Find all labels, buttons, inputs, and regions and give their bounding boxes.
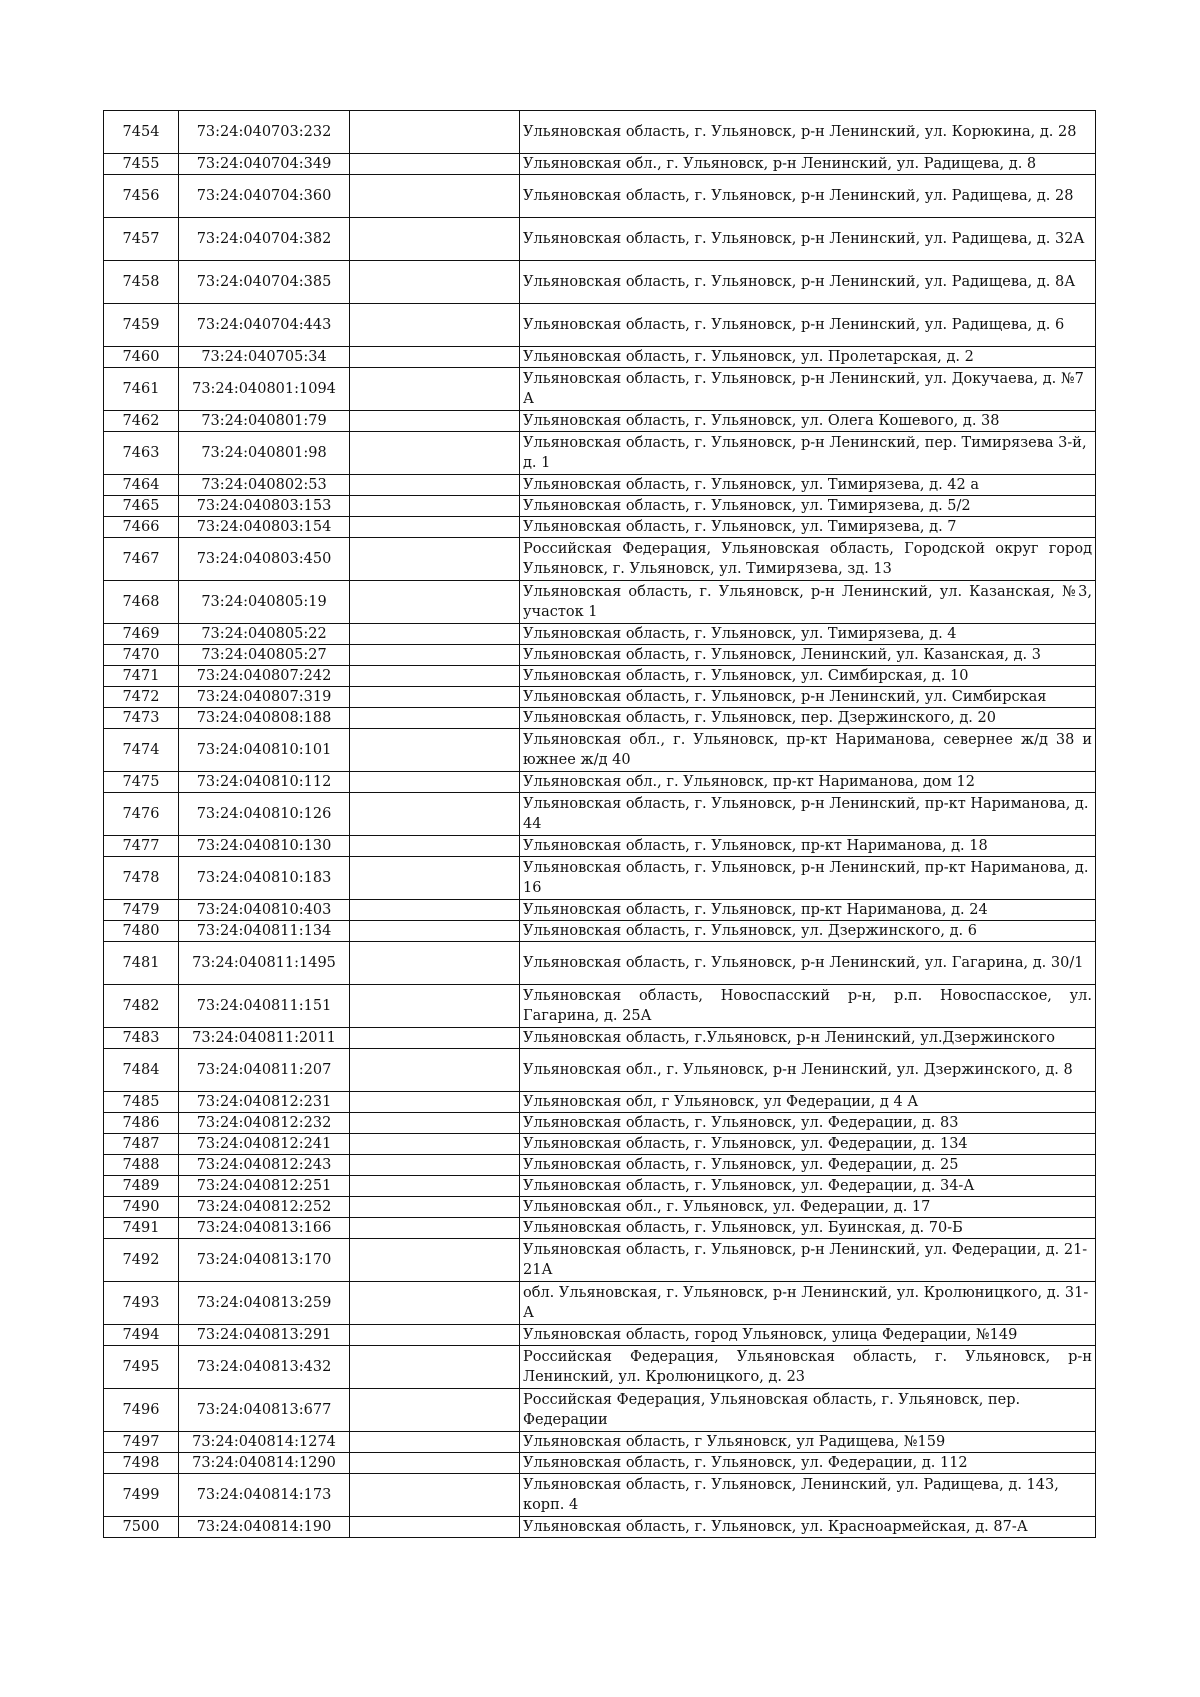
row-number-cell: 7460 [104, 347, 179, 368]
registry-table-body [104, 111, 1096, 1538]
empty-cell [350, 942, 520, 985]
empty-cell [350, 1197, 520, 1218]
empty-cell [350, 708, 520, 729]
empty-cell [350, 304, 520, 347]
address-cell: Ульяновская обл., г. Ульяновск, р-н Ленинский, ул. Дзержинского, д. 8 [520, 1049, 1096, 1092]
table-row [104, 538, 1096, 581]
address-cell: Ульяновская область, г.Ульяновск, р-н Ленинский, ул.Дзержинского [520, 1028, 1096, 1049]
cadastral-number-cell: 73:24:040814:173 [179, 1474, 350, 1517]
cadastral-number-cell: 73:24:040813:259 [179, 1282, 350, 1325]
empty-cell [350, 411, 520, 432]
address-cell: Ульяновская область, г. Ульяновск, р-н Ленинский, ул. Радищева, д. 8А [520, 261, 1096, 304]
empty-cell [350, 517, 520, 538]
row-number-cell: 7478 [104, 857, 179, 900]
table-row [104, 1282, 1096, 1325]
empty-cell [350, 1432, 520, 1453]
table-row [104, 1197, 1096, 1218]
empty-cell [350, 154, 520, 175]
row-number-cell: 7458 [104, 261, 179, 304]
address-cell: обл. Ульяновская, г. Ульяновск, р-н Ленинский, ул. Кролюницкого, д. 31-А [520, 1282, 1096, 1325]
cadastral-number-cell: 73:24:040811:134 [179, 921, 350, 942]
empty-cell [350, 261, 520, 304]
address-cell: Ульяновская область, г. Ульяновск, пер. Дзержинского, д. 20 [520, 708, 1096, 729]
row-number-cell: 7489 [104, 1176, 179, 1197]
empty-cell [350, 1218, 520, 1239]
table-row [104, 1092, 1096, 1113]
table-row [104, 666, 1096, 687]
empty-cell [350, 368, 520, 411]
table-row [104, 985, 1096, 1028]
cadastral-number-cell: 73:24:040704:443 [179, 304, 350, 347]
address-cell: Ульяновская область, г. Ульяновск, р-н Ленинский, ул. Радищева, д. 32А [520, 218, 1096, 261]
row-number-cell: 7487 [104, 1134, 179, 1155]
empty-cell [350, 900, 520, 921]
table-row [104, 1134, 1096, 1155]
address-cell: Ульяновская область, г. Ульяновск, ул. Красноармейская, д. 87-А [520, 1517, 1096, 1538]
table-row [104, 1028, 1096, 1049]
empty-cell [350, 1049, 520, 1092]
address-cell: Ульяновская область, г. Ульяновск, р-н Ленинский, пр-кт Нариманова, д. 16 [520, 857, 1096, 900]
table-row [104, 1432, 1096, 1453]
table-row [104, 921, 1096, 942]
row-number-cell: 7468 [104, 581, 179, 624]
table-row [104, 1389, 1096, 1432]
table-row [104, 111, 1096, 154]
row-number-cell: 7467 [104, 538, 179, 581]
cadastral-number-cell: 73:24:040812:251 [179, 1176, 350, 1197]
cadastral-number-cell: 73:24:040803:450 [179, 538, 350, 581]
cadastral-number-cell: 73:24:040814:1274 [179, 1432, 350, 1453]
cadastral-number-cell: 73:24:040811:1495 [179, 942, 350, 985]
address-cell: Ульяновская область, г. Ульяновск, Ленинский, ул. Радищева, д. 143, корп. 4 [520, 1474, 1096, 1517]
row-number-cell: 7484 [104, 1049, 179, 1092]
table-row [104, 1517, 1096, 1538]
row-number-cell: 7498 [104, 1453, 179, 1474]
address-cell: Ульяновская обл., г. Ульяновск, р-н Ленинский, ул. Радищева, д. 8 [520, 154, 1096, 175]
address-cell: Ульяновская область, г. Ульяновск, ул. Федерации, д. 83 [520, 1113, 1096, 1134]
address-cell: Российская Федерация, Ульяновская область, г. Ульяновск, пер. Федерации [520, 1389, 1096, 1432]
table-row [104, 793, 1096, 836]
table-row [104, 154, 1096, 175]
table-row [104, 1239, 1096, 1282]
address-cell: Российская Федерация, Ульяновская область, г. Ульяновск, р-н Ленинский, ул. Кролюницкого, д. 23 [520, 1346, 1096, 1389]
table-row [104, 836, 1096, 857]
address-cell: Ульяновская область, г. Ульяновск, ул. Олега Кошевого, д. 38 [520, 411, 1096, 432]
cadastral-number-cell: 73:24:040813:291 [179, 1325, 350, 1346]
row-number-cell: 7491 [104, 1218, 179, 1239]
cadastral-number-cell: 73:24:040814:1290 [179, 1453, 350, 1474]
empty-cell [350, 666, 520, 687]
cadastral-number-cell: 73:24:040704:360 [179, 175, 350, 218]
address-cell: Ульяновская область, г. Ульяновск, пр-кт Нариманова, д. 18 [520, 836, 1096, 857]
cadastral-number-cell: 73:24:040703:232 [179, 111, 350, 154]
table-row [104, 857, 1096, 900]
table-row [104, 218, 1096, 261]
table-row [104, 304, 1096, 347]
cadastral-number-cell: 73:24:040812:252 [179, 1197, 350, 1218]
row-number-cell: 7465 [104, 496, 179, 517]
cadastral-number-cell: 73:24:040812:232 [179, 1113, 350, 1134]
empty-cell [350, 1239, 520, 1282]
table-row [104, 1113, 1096, 1134]
empty-cell [350, 687, 520, 708]
empty-cell [350, 1325, 520, 1346]
table-row [104, 900, 1096, 921]
cadastral-number-cell: 73:24:040810:101 [179, 729, 350, 772]
empty-cell [350, 1155, 520, 1176]
address-cell: Ульяновская обл., г. Ульяновск, пр-кт Нариманова, дом 12 [520, 772, 1096, 793]
address-cell: Ульяновская обл., г. Ульяновск, ул. Федерации, д. 17 [520, 1197, 1096, 1218]
empty-cell [350, 729, 520, 772]
address-cell: Ульяновская область, г. Ульяновск, р-н Ленинский, ул. Радищева, д. 6 [520, 304, 1096, 347]
empty-cell [350, 793, 520, 836]
row-number-cell: 7490 [104, 1197, 179, 1218]
address-cell: Российская Федерация, Ульяновская область, Городской округ город Ульяновск, г. Ульяновск, ул. Тимирязева, зд. 13 [520, 538, 1096, 581]
row-number-cell: 7479 [104, 900, 179, 921]
cadastral-number-cell: 73:24:040810:403 [179, 900, 350, 921]
cadastral-number-cell: 73:24:040801:1094 [179, 368, 350, 411]
cadastral-number-cell: 73:24:040814:190 [179, 1517, 350, 1538]
empty-cell [350, 645, 520, 666]
empty-cell [350, 581, 520, 624]
cadastral-number-cell: 73:24:040812:241 [179, 1134, 350, 1155]
empty-cell [350, 111, 520, 154]
address-cell: Ульяновская область, г. Ульяновск, р-н Ленинский, ул. Симбирская [520, 687, 1096, 708]
table-row [104, 347, 1096, 368]
cadastral-number-cell: 73:24:040807:319 [179, 687, 350, 708]
address-cell: Ульяновская область, г. Ульяновск, ул. Федерации, д. 34-А [520, 1176, 1096, 1197]
empty-cell [350, 1092, 520, 1113]
cadastral-number-cell: 73:24:040805:27 [179, 645, 350, 666]
table-row [104, 496, 1096, 517]
address-cell: Ульяновская область, г. Ульяновск, р-н Ленинский, ул. Гагарина, д. 30/1 [520, 942, 1096, 985]
empty-cell [350, 347, 520, 368]
row-number-cell: 7456 [104, 175, 179, 218]
row-number-cell: 7494 [104, 1325, 179, 1346]
empty-cell [350, 218, 520, 261]
table-row [104, 729, 1096, 772]
table-row [104, 1176, 1096, 1197]
address-cell: Ульяновская область, г. Ульяновск, р-н Ленинский, ул. Докучаева, д. №7 А [520, 368, 1096, 411]
cadastral-number-cell: 73:24:040813:166 [179, 1218, 350, 1239]
table-row [104, 368, 1096, 411]
empty-cell [350, 772, 520, 793]
row-number-cell: 7499 [104, 1474, 179, 1517]
row-number-cell: 7500 [104, 1517, 179, 1538]
cadastral-number-cell: 73:24:040803:153 [179, 496, 350, 517]
row-number-cell: 7462 [104, 411, 179, 432]
cadastral-number-cell: 73:24:040803:154 [179, 517, 350, 538]
cadastral-number-cell: 73:24:040810:183 [179, 857, 350, 900]
row-number-cell: 7476 [104, 793, 179, 836]
address-cell: Ульяновская область, г. Ульяновск, р-н Ленинский, пер. Тимирязева 3-й, д. 1 [520, 432, 1096, 475]
cadastral-number-cell: 73:24:040813:432 [179, 1346, 350, 1389]
address-cell: Ульяновская область, г. Ульяновск, р-н Ленинский, ул. Казанская, №3, участок 1 [520, 581, 1096, 624]
address-cell: Ульяновская область, г. Ульяновск, ул. Симбирская, д. 10 [520, 666, 1096, 687]
empty-cell [350, 1453, 520, 1474]
table-row [104, 261, 1096, 304]
cadastral-number-cell: 73:24:040810:126 [179, 793, 350, 836]
table-row [104, 645, 1096, 666]
table-row [104, 1346, 1096, 1389]
address-cell: Ульяновская область, г. Ульяновск, ул. Тимирязева, д. 4 [520, 624, 1096, 645]
row-number-cell: 7492 [104, 1239, 179, 1282]
address-cell: Ульяновская область, город Ульяновск, улица Федерации, №149 [520, 1325, 1096, 1346]
table-row [104, 1474, 1096, 1517]
empty-cell [350, 1346, 520, 1389]
address-cell: Ульяновская область, г. Ульяновск, ул. Тимирязева, д. 5/2 [520, 496, 1096, 517]
empty-cell [350, 1474, 520, 1517]
address-cell: Ульяновская область, Новоспасский р-н, р.п. Новоспасское, ул. Гагарина, д. 25А [520, 985, 1096, 1028]
row-number-cell: 7470 [104, 645, 179, 666]
cadastral-number-cell: 73:24:040704:382 [179, 218, 350, 261]
address-cell: Ульяновская область, г. Ульяновск, ул. Буинская, д. 70-Б [520, 1218, 1096, 1239]
empty-cell [350, 1517, 520, 1538]
address-cell: Ульяновская область, г. Ульяновск, ул. Федерации, д. 112 [520, 1453, 1096, 1474]
table-row [104, 624, 1096, 645]
row-number-cell: 7486 [104, 1113, 179, 1134]
row-number-cell: 7481 [104, 942, 179, 985]
document-page [103, 110, 1095, 1538]
empty-cell [350, 921, 520, 942]
table-row [104, 1218, 1096, 1239]
cadastral-number-cell: 73:24:040807:242 [179, 666, 350, 687]
cadastral-number-cell: 73:24:040805:19 [179, 581, 350, 624]
row-number-cell: 7475 [104, 772, 179, 793]
empty-cell [350, 1113, 520, 1134]
address-cell: Ульяновская область, г. Ульяновск, ул. Федерации, д. 25 [520, 1155, 1096, 1176]
row-number-cell: 7461 [104, 368, 179, 411]
address-cell: Ульяновская область, г. Ульяновск, пр-кт Нариманова, д. 24 [520, 900, 1096, 921]
cadastral-number-cell: 73:24:040812:231 [179, 1092, 350, 1113]
table-row [104, 1325, 1096, 1346]
cadastral-number-cell: 73:24:040811:2011 [179, 1028, 350, 1049]
empty-cell [350, 1176, 520, 1197]
table-row [104, 1155, 1096, 1176]
row-number-cell: 7455 [104, 154, 179, 175]
row-number-cell: 7472 [104, 687, 179, 708]
table-row [104, 432, 1096, 475]
empty-cell [350, 624, 520, 645]
table-row [104, 772, 1096, 793]
cadastral-number-cell: 73:24:040811:207 [179, 1049, 350, 1092]
cadastral-number-cell: 73:24:040704:385 [179, 261, 350, 304]
row-number-cell: 7473 [104, 708, 179, 729]
address-cell: Ульяновская область, г. Ульяновск, ул. Пролетарская, д. 2 [520, 347, 1096, 368]
cadastral-number-cell: 73:24:040801:98 [179, 432, 350, 475]
empty-cell [350, 1028, 520, 1049]
address-cell: Ульяновская область, г. Ульяновск, ул. Тимирязева, д. 7 [520, 517, 1096, 538]
row-number-cell: 7496 [104, 1389, 179, 1432]
table-row [104, 708, 1096, 729]
table-row [104, 942, 1096, 985]
row-number-cell: 7483 [104, 1028, 179, 1049]
address-cell: Ульяновская область, г. Ульяновск, р-н Ленинский, ул. Радищева, д. 28 [520, 175, 1096, 218]
table-row [104, 581, 1096, 624]
row-number-cell: 7469 [104, 624, 179, 645]
table-row [104, 1453, 1096, 1474]
empty-cell [350, 857, 520, 900]
row-number-cell: 7457 [104, 218, 179, 261]
row-number-cell: 7471 [104, 666, 179, 687]
row-number-cell: 7454 [104, 111, 179, 154]
empty-cell [350, 836, 520, 857]
address-cell: Ульяновская область, г. Ульяновск, ул. Тимирязева, д. 42 а [520, 475, 1096, 496]
table-row [104, 1049, 1096, 1092]
row-number-cell: 7480 [104, 921, 179, 942]
row-number-cell: 7477 [104, 836, 179, 857]
cadastral-number-cell: 73:24:040802:53 [179, 475, 350, 496]
cadastral-number-cell: 73:24:040808:188 [179, 708, 350, 729]
table-row [104, 475, 1096, 496]
registry-table [103, 110, 1096, 1538]
cadastral-number-cell: 73:24:040812:243 [179, 1155, 350, 1176]
row-number-cell: 7482 [104, 985, 179, 1028]
row-number-cell: 7485 [104, 1092, 179, 1113]
empty-cell [350, 1389, 520, 1432]
empty-cell [350, 432, 520, 475]
table-row [104, 687, 1096, 708]
cadastral-number-cell: 73:24:040810:130 [179, 836, 350, 857]
empty-cell [350, 1134, 520, 1155]
address-cell: Ульяновская область, г. Ульяновск, р-н Ленинский, ул. Корюкина, д. 28 [520, 111, 1096, 154]
row-number-cell: 7493 [104, 1282, 179, 1325]
empty-cell [350, 985, 520, 1028]
row-number-cell: 7466 [104, 517, 179, 538]
table-row [104, 411, 1096, 432]
table-row [104, 517, 1096, 538]
empty-cell [350, 496, 520, 517]
row-number-cell: 7463 [104, 432, 179, 475]
table-row [104, 175, 1096, 218]
address-cell: Ульяновская область, г. Ульяновск, р-н Ленинский, пр-кт Нариманова, д. 44 [520, 793, 1096, 836]
address-cell: Ульяновская область, г. Ульяновск, Ленинский, ул. Казанская, д. 3 [520, 645, 1096, 666]
cadastral-number-cell: 73:24:040805:22 [179, 624, 350, 645]
cadastral-number-cell: 73:24:040813:170 [179, 1239, 350, 1282]
row-number-cell: 7495 [104, 1346, 179, 1389]
row-number-cell: 7488 [104, 1155, 179, 1176]
cadastral-number-cell: 73:24:040813:677 [179, 1389, 350, 1432]
empty-cell [350, 175, 520, 218]
empty-cell [350, 475, 520, 496]
empty-cell [350, 1282, 520, 1325]
row-number-cell: 7497 [104, 1432, 179, 1453]
cadastral-number-cell: 73:24:040801:79 [179, 411, 350, 432]
address-cell: Ульяновская обл, г Ульяновск, ул Федерации, д 4 А [520, 1092, 1096, 1113]
empty-cell [350, 538, 520, 581]
cadastral-number-cell: 73:24:040704:349 [179, 154, 350, 175]
address-cell: Ульяновская область, г Ульяновск, ул Радищева, №159 [520, 1432, 1096, 1453]
address-cell: Ульяновская обл., г. Ульяновск, пр-кт Нариманова, севернее ж/д 38 и южнее ж/д 40 [520, 729, 1096, 772]
address-cell: Ульяновская область, г. Ульяновск, ул. Дзержинского, д. 6 [520, 921, 1096, 942]
cadastral-number-cell: 73:24:040811:151 [179, 985, 350, 1028]
address-cell: Ульяновская область, г. Ульяновск, р-н Ленинский, ул. Федерации, д. 21-21А [520, 1239, 1096, 1282]
cadastral-number-cell: 73:24:040810:112 [179, 772, 350, 793]
row-number-cell: 7474 [104, 729, 179, 772]
row-number-cell: 7464 [104, 475, 179, 496]
row-number-cell: 7459 [104, 304, 179, 347]
cadastral-number-cell: 73:24:040705:34 [179, 347, 350, 368]
address-cell: Ульяновская область, г. Ульяновск, ул. Федерации, д. 134 [520, 1134, 1096, 1155]
